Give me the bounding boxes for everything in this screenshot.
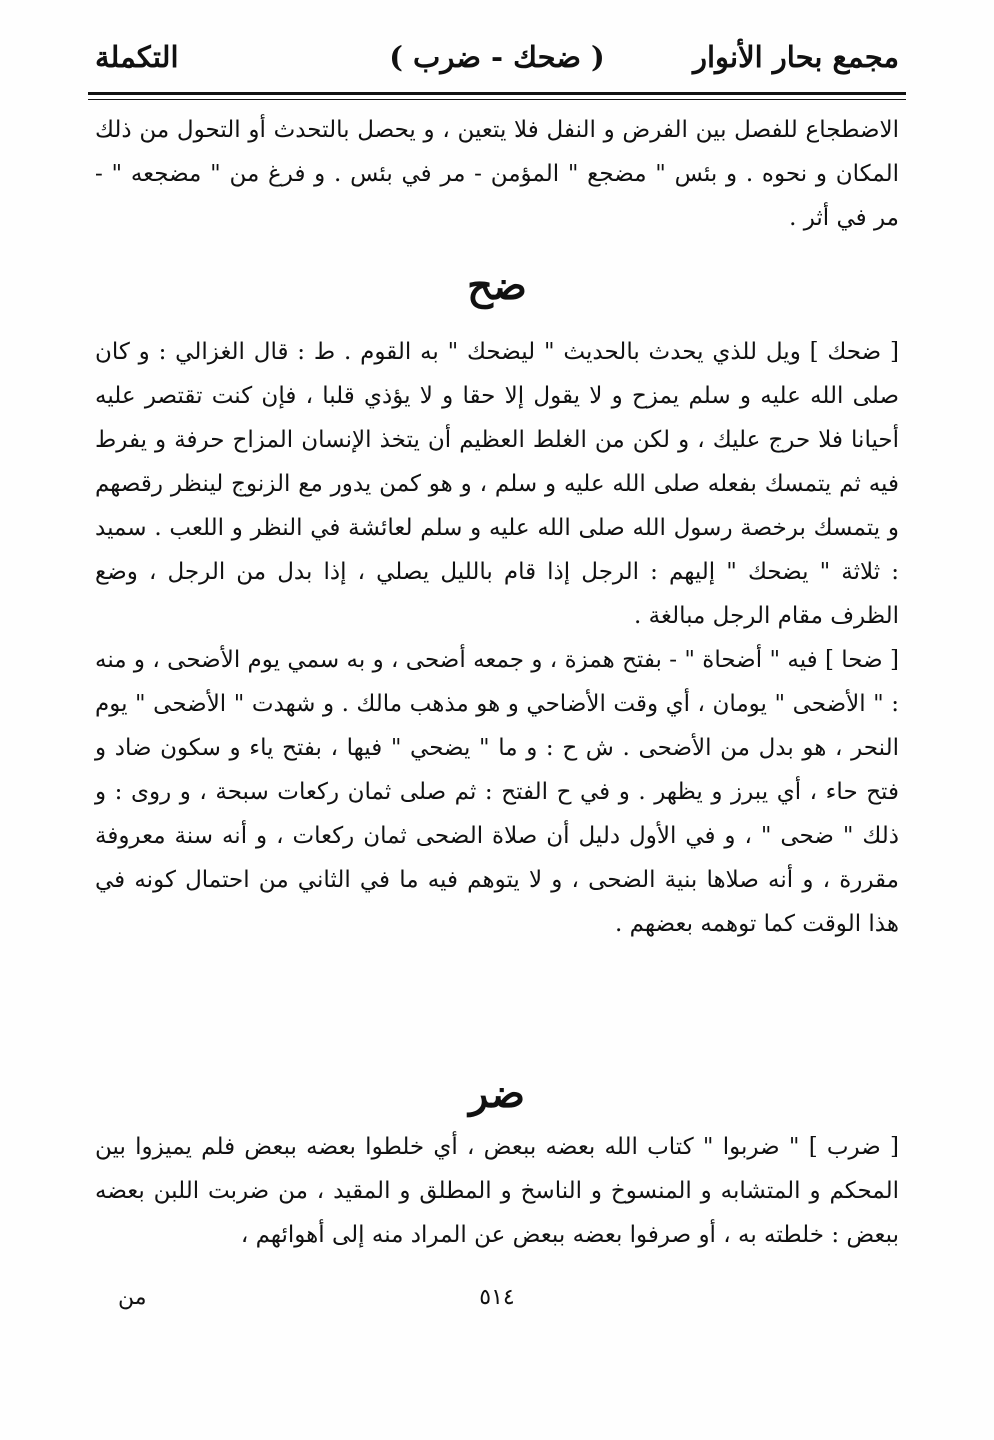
catchword: من [118, 1285, 147, 1310]
entry-daha: [ ضحا ] فيه " أضحاة " - بفتح همزة ، و جمعه أضحى ، و به سمي يوم الأضحى ، و منه : " الأضحى " يومان ، أي وقت الأضاحي و هو مذهب مالك . و شهدت " الأضحى " يوم النحر ، هو بدل من الأضحى . ش ح : و ما " يضحي " فيها ، بفتح ياء و سكون ضاد و فتح حاء ، أي يبرز و يظهر . و في ح الفتح : ثم صلى ثمان ركعات سبحة ، و روى : و ذلك " ضحى " ، و في الأول دليل أن صلاة الضحى ثمان ركعات ، و أنه سنة معروفة مقررة ، و أنه صلاها بنية الضحى ، و لا يتوهم فيه ما في الثاني من احتمال كونه في هذا الوقت كما توهمه بعضهم . [95, 647, 899, 937]
page-number: ٥١٤ [479, 1285, 515, 1310]
entries-dahk-daha [95, 330, 899, 946]
header-rule-thick [88, 92, 906, 95]
root-heading-dah: ضح [467, 262, 527, 309]
header-book-title: مجمع بحار الأنوار [693, 40, 899, 74]
continued-paragraph [95, 108, 899, 240]
header-section-title: التكملة [95, 40, 179, 74]
entry-darb [95, 1125, 899, 1257]
root-heading-dar: ضر [468, 1070, 526, 1117]
header-rule-thin [88, 99, 906, 100]
entry-darb-text: [ ضرب ] " ضربوا " كتاب الله بعضه ببعض ، أي خلطوا بعضه ببعض فلم يميزوا بين المحكم و المتشابه و المنسوخ و الناسخ و المطلق و المقيد ، من ضربت اللبن بعضه ببعض : خلطته به ، أو صرفوا بعضه ببعض عن المراد منه إلى أهوائهم ، [95, 1134, 899, 1248]
running-header [95, 30, 899, 90]
paragraph-text: الاضطجاع للفصل بين الفرض و النفل فلا يتعين ، و يحصل بالتحدث أو التحول من ذلك المكان و نحوه . و بئس " مضجع " المؤمن - مر في بئس . و فرغ من " مضجعه " - مر في أثر . [95, 117, 899, 231]
entry-dahk: [ ضحك ] ويل للذي يحدث بالحديث " ليضحك " به القوم . ط : قال الغزالي : و كان صلى الله عليه و سلم يمزح و لا يقول إلا حقا و لا يؤذي قلبا ، فإن كنت تقتصر عليه أحيانا فلا حرج عليك ، و لكن من الغلط العظيم أن يتخذ الإنسان المزاح حرفة و يفرط فيه ثم يتمسك بفعله صلى الله عليه و سلم ، و هو كمن يدور مع الزنوج لينظر رقصهم و يتمسك برخصة رسول الله صلى الله عليه و سلم لعائشة في النظر و اللعب . سميد : ثلاثة " يضحك " إليهم : الرجل إذا قام بالليل يصلي ، إذا بدل من الرجل ، وضع الظرف مقام الرجل مبالغة . [95, 339, 899, 629]
header-entry-range: ( ضحك - ضرب ) [389, 40, 605, 74]
